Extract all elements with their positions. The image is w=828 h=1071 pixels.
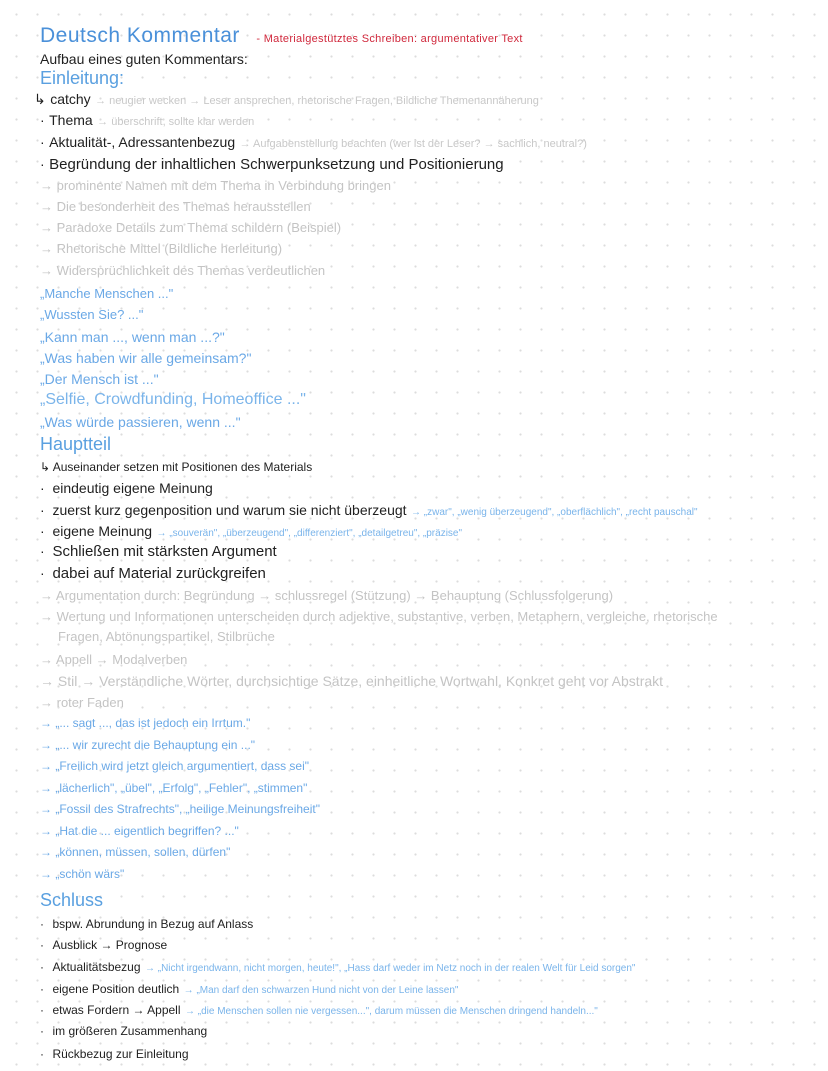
hauptteil-point: · zuerst kurz gegenposition und warum sie nicht überzeugt → „zwar", „wenig überzeugend", „oberflächlich", „recht pauschal" — [40, 502, 698, 518]
bullet-icon: · — [40, 543, 45, 559]
hauptteil-example: → „Hat die ... eigentlich begriffen? ..." — [40, 824, 239, 838]
hauptteil-point: · dabei auf Material zurückgreifen — [40, 565, 266, 582]
hauptteil-example: → „Fossil des Strafrechts", „heilige Meinungsfreiheit" — [40, 802, 320, 816]
hauptteil-technique: → Stil → Verständliche Wörter, durchsichtige Sätze, einheitliche Wortwahl, Konkret geht vor Abstrakt — [40, 673, 664, 689]
page-title: Deutsch Kommentar — [40, 24, 240, 47]
einleitung-technique: → Rhetorische Mittel (Bildliche herleitung) — [40, 241, 283, 256]
intro-text: Aufbau eines guten Kommentars: — [40, 51, 248, 67]
bullet-icon: · — [40, 960, 44, 974]
hauptteil-subheading: ↳ Auseinander setzen mit Positionen des Materials — [40, 460, 313, 474]
bullet-icon: · — [40, 982, 44, 996]
bullet-icon: · — [40, 1024, 44, 1038]
einleitung-example: „Manche Menschen ..." — [40, 286, 174, 301]
einleitung-point: · Begründung der inhaltlichen Schwerpunksetzung und Positionierung — [40, 156, 504, 173]
schluss-point: · Rückbezug zur Einleitung — [40, 1047, 189, 1061]
einleitung-example: „Selfie, Crowdfunding, Homeoffice ..." — [40, 391, 306, 408]
hauptteil-technique: Fragen, Abtönungspartikel, Stilbrüche — [58, 629, 275, 644]
bullet-icon: ↳ — [34, 91, 46, 107]
hauptteil-example: → „können, müssen, sollen, dürfen" — [40, 845, 231, 859]
hauptteil-example: → „lächerlich", „übel", „Erfolg", „Fehler", „stimmen" — [40, 781, 308, 795]
bullet-icon: · — [40, 112, 45, 128]
hauptteil-technique: → roter Faden — [40, 695, 124, 710]
title-row — [40, 24, 523, 48]
bullet-icon: · — [40, 502, 45, 518]
einleitung-example: „Wussten Sie? ..." — [40, 307, 144, 322]
bullet-icon: · — [40, 523, 45, 539]
hauptteil-example: → „schön wärs" — [40, 867, 125, 881]
einleitung-point: · Aktualität-, Adressantenbezug → Aufgabenstellung beachten (wer ist der Leser? → sachlich, neutral?) — [40, 134, 587, 150]
bullet-icon: · — [40, 938, 44, 952]
hauptteil-example: → „... wir zurecht die Behauptung ein ..." — [40, 738, 256, 752]
einleitung-technique: → Paradoxe Details zum Thema schildern (Beispiel) — [40, 220, 342, 235]
einleitung-example: „Was würde passieren, wenn ..." — [40, 414, 241, 430]
hauptteil-example: → „... sagt ..., das ist jedoch ein Irrtum." — [40, 716, 251, 730]
hauptteil-example: → „Freilich wird jetzt gleich argumentiert, dass sei" — [40, 759, 310, 773]
einleitung-technique: → prominente Namen mit dem Thema in Verbindung bringen — [40, 178, 391, 193]
schluss-point: · bspw. Abrundung in Bezug auf Anlass — [40, 917, 254, 931]
einleitung-technique: → Die besonderheit des Themas herausstellen — [40, 199, 311, 214]
schluss-point: · im größeren Zusammenhang — [40, 1024, 208, 1038]
einleitung-example: „Kann man ..., wenn man ...?" — [40, 329, 225, 345]
einleitung-point: · Thema → überschrift, sollte klar werden — [40, 112, 255, 128]
einleitung-point: ↳ catchy → neugier wecken → Leser ansprechen, rhetorische Fragen, Bildliche Themenannäherung — [34, 91, 539, 107]
schluss-point: · Aktualitätsbezug → „Nicht irgendwann, nicht morgen, heute!", „Hass darf weder im Netz noch in der realen Welt für Leid sorgen" — [40, 960, 636, 974]
bullet-icon: · — [40, 1003, 44, 1017]
bullet-icon: · — [40, 1047, 44, 1061]
bullet-icon: · — [40, 156, 45, 172]
section-heading-schluss: Schluss — [40, 890, 104, 910]
einleitung-technique: → Widersprüchlichkeit des Themas verdeutlichen — [40, 263, 326, 278]
einleitung-example: „Der Mensch ist ..." — [40, 371, 159, 387]
hauptteil-technique: → Wertung und Informationen unterscheiden durch adjektive, substantive, verben, Metaphern, vergleiche, rhetorische — [40, 609, 718, 624]
hauptteil-technique: → Appell → Modalverben — [40, 652, 188, 667]
section-heading-einleitung: Einleitung: — [40, 68, 125, 88]
schluss-point: · eigene Position deutlich → „Man darf den schwarzen Hund nicht von der Leine lassen" — [40, 982, 459, 996]
bullet-icon: · — [40, 134, 45, 150]
schluss-point: · etwas Fordern → Appell → „die Menschen sollen nie vergessen...", darum müssen die Menschen dringend handeln..." — [40, 1003, 598, 1017]
hauptteil-technique: → Argumentation durch: Begründung → schlussregel (Stützung) → Behauptung (Schlussfolgerung) — [40, 588, 614, 603]
page-subtitle: - Materialgestütztes Schreiben: argumentativer Text — [256, 33, 523, 45]
hauptteil-point: · eindeutig eigene Meinung — [40, 480, 213, 496]
bullet-icon: · — [40, 480, 45, 496]
bullet-icon: · — [40, 917, 44, 931]
schluss-point: · Ausblick → Prognose — [40, 938, 168, 952]
einleitung-example: „Was haben wir alle gemeinsam?" — [40, 350, 252, 366]
section-heading-hauptteil: Hauptteil — [40, 434, 112, 454]
hauptteil-point: · eigene Meinung → „souverän", „überzeugend", „differenziert", „detailgetreu", „präzise" — [40, 523, 463, 539]
hauptteil-point: · Schließen mit stärksten Argument — [40, 543, 277, 560]
bullet-icon: · — [40, 565, 45, 581]
